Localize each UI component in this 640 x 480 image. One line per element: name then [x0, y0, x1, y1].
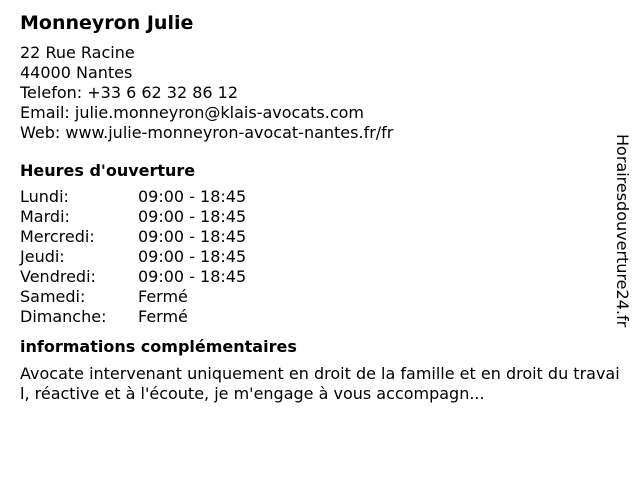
hours-time: Fermé	[138, 307, 188, 326]
additional-info-text: Avocate intervenant uniquement en droit de la famille et en droit du travail, réactive et à l'écoute, je m'engage à vous accompagn...	[20, 364, 620, 403]
business-name: Monneyron Julie	[20, 12, 194, 34]
phone-line: Telefon: +33 6 62 32 86 12	[20, 83, 239, 102]
hours-day: Vendredi:	[20, 267, 96, 286]
additional-info-heading: informations complémentaires	[20, 337, 297, 356]
hours-row-saturday	[20, 287, 620, 307]
brand-watermark: Horairesdouverture24.fr	[613, 134, 632, 328]
hours-row-monday	[20, 187, 620, 207]
hours-day: Samedi:	[20, 287, 86, 306]
address-city: 44000 Nantes	[20, 63, 133, 82]
business-card	[20, 10, 620, 404]
hours-day: Dimanche:	[20, 307, 107, 326]
hours-time: 09:00 - 18:45	[138, 187, 247, 206]
hours-time: Fermé	[138, 287, 188, 306]
hours-time: 09:00 - 18:45	[138, 267, 247, 286]
hours-row-tuesday	[20, 207, 620, 227]
hours-time: 09:00 - 18:45	[138, 227, 247, 246]
hours-time: 09:00 - 18:45	[138, 247, 247, 266]
hours-day: Jeudi:	[20, 247, 65, 266]
address-street: 22 Rue Racine	[20, 43, 135, 62]
hours-time: 09:00 - 18:45	[138, 207, 247, 226]
opening-hours-list	[20, 187, 620, 327]
opening-hours-heading: Heures d'ouverture	[20, 161, 196, 180]
hours-row-friday	[20, 267, 620, 287]
web-line: Web: www.julie-monneyron-avocat-nantes.fr/fr	[20, 123, 394, 142]
email-line: Email: julie.monneyron@klais-avocats.com	[20, 103, 364, 122]
hours-day: Mercredi:	[20, 227, 95, 246]
hours-day: Mardi:	[20, 207, 70, 226]
hours-row-sunday	[20, 307, 620, 327]
hours-row-thursday	[20, 247, 620, 267]
hours-row-wednesday	[20, 227, 620, 247]
hours-day: Lundi:	[20, 187, 69, 206]
